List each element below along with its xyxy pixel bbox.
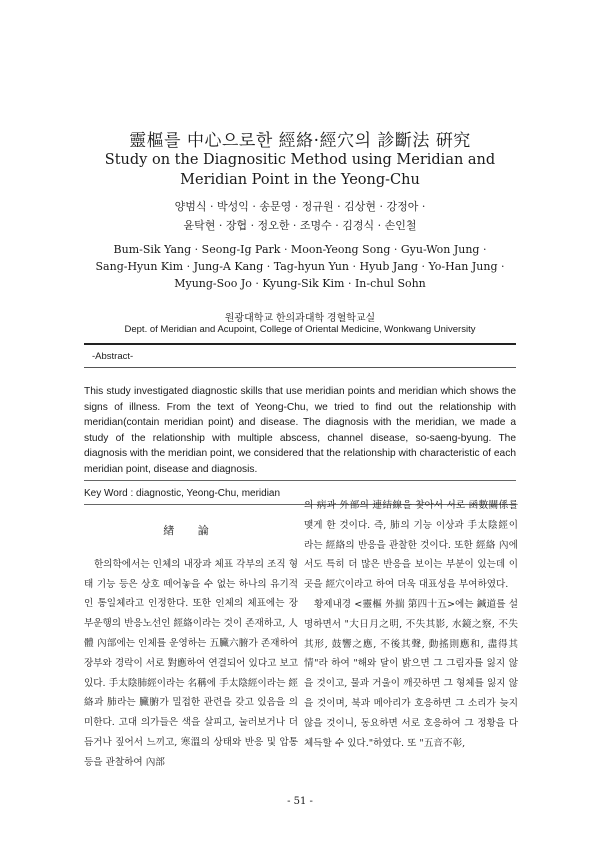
- body-paragraph: 한의학에서는 인체의 내장과 체표 각부의 조직 형태 기능 등은 상호 떼어놓을 수 없는 하나의 유기적인 통일체라고 인정한다. 또한 인체의 체표에는 장부운행의 반응노선인 經絡이라는 것이 존재하고, 人體 內部에는 인체를 운영하는 五臟六腑가 존재하여 장부와 경락이 서로 對應하여 연결되어 있다고 보고 있다. 手太陰肺經이라는 名稱에 手太陰經이라는 經絡과 肺라는 臟腑가 밀접한 관련을 갖고 있음을 의미한다. 고대 의가들은 색을 살피고, 눌러보거나 더듬거나 짚어서 느끼고, 寒溫의 상태와 반응 및 압통등을 관찰하여 內部: [84, 558, 298, 768]
- authors-korean-line-2: 윤탁현 · 장협 · 정오한 · 조명수 · 김경식 · 손인철: [183, 219, 417, 232]
- authors-english: [0, 241, 600, 292]
- body-column-left: [84, 521, 298, 773]
- body-paragraph: 황제내경 <靈樞 外揣 第四十五>에는 鍼道를 설명하면서 "大日月之明, 不失其影, 水鏡之察, 不失其形, 鼓響之應, 不後其聲, 動搖則應和, 盡得其情"라 하여 "해와 달이 밝으면 그 그림자를 잃지 않을 것이고, 물과 거울이 깨끗하면 그 형체를 잃지 않을 것이며, 북과 메아리가 호응하면 그 소리가 늦지 않을 것이니, 동요하면 서로 호응하여 그 정황을 다 체득할 수 있다."하였다. 또 "五音不彰,: [304, 598, 518, 749]
- title-english-line-2: Meridian Point in the Yeong-Chu: [180, 172, 420, 188]
- abstract-top-rule: [84, 343, 516, 345]
- section-heading: 緖 論: [163, 524, 219, 537]
- authors-korean: [0, 197, 600, 235]
- body-paragraph: 의 病과 外部의 連結線을 찾아서 서로 函數關係를 맺게 한 것이다. 즉, 肺의 기능 이상과 手太陰經이라는 經絡의 반응을 관찰한 것이다. 또한 經絡 內에서도 특히 더 많은 반응을 보이는 부분이 있는데 이곳을 經穴이라고 하여 더욱 대표성을 부여하였다.: [304, 500, 518, 591]
- title-english-line-1: Study on the Diagnositic Method using Meridian and: [104, 152, 496, 168]
- authors-korean-line-1: 양범식 · 박성익 · 송문영 · 정규원 · 김상현 · 강정아 ·: [174, 200, 426, 213]
- abstract-label-rule: [84, 367, 516, 368]
- abstract-body: This study investigated diagnostic skills that use meridian points and meridian which shows the signs of illness. From the text of Yeong-Chu, we tried to find out the relationship with meridian(contain meridian point) and disease. The diagnosis with the meridian, we made a study of the relationship with multiple abscess, channel disease, so-saeng-byung. The diagnosis with the meridian point, we considered that the relationship with characteristic of each meridian point, disease and diagnosis.: [84, 386, 516, 475]
- authors-english-line-3: Myung-Soo Jo · Kyung-Sik Kim · In-chul Sohn: [174, 277, 426, 290]
- title-korean: 靈樞를 中心으로한 經絡·經穴의 診斷法 硏究: [129, 131, 471, 151]
- keywords-top-rule: [84, 480, 516, 481]
- keywords: Key Word : diagnostic, Yeong-Chu, meridian: [84, 488, 281, 499]
- affiliation-korean: 원광대학교 한의과대학 경혈학교실: [224, 313, 376, 324]
- abstract-label: -Abstract-: [92, 351, 134, 362]
- affiliation-english: Dept. of Meridian and Acupoint, College of Oriental Medicine, Wonkwang University: [124, 324, 476, 335]
- body-column-right: [304, 496, 518, 753]
- page-number: - 51 -: [287, 796, 313, 807]
- title-english: [0, 150, 600, 190]
- authors-english-line-1: Bum-Sik Yang · Seong-Ig Park · Moon-Yeong Song · Gyu-Won Jung ·: [113, 243, 487, 256]
- authors-english-line-2: Sang-Hyun Kim · Jung-A Kang · Tag-hyun Yun · Hyub Jang · Yo-Han Jung ·: [95, 260, 505, 273]
